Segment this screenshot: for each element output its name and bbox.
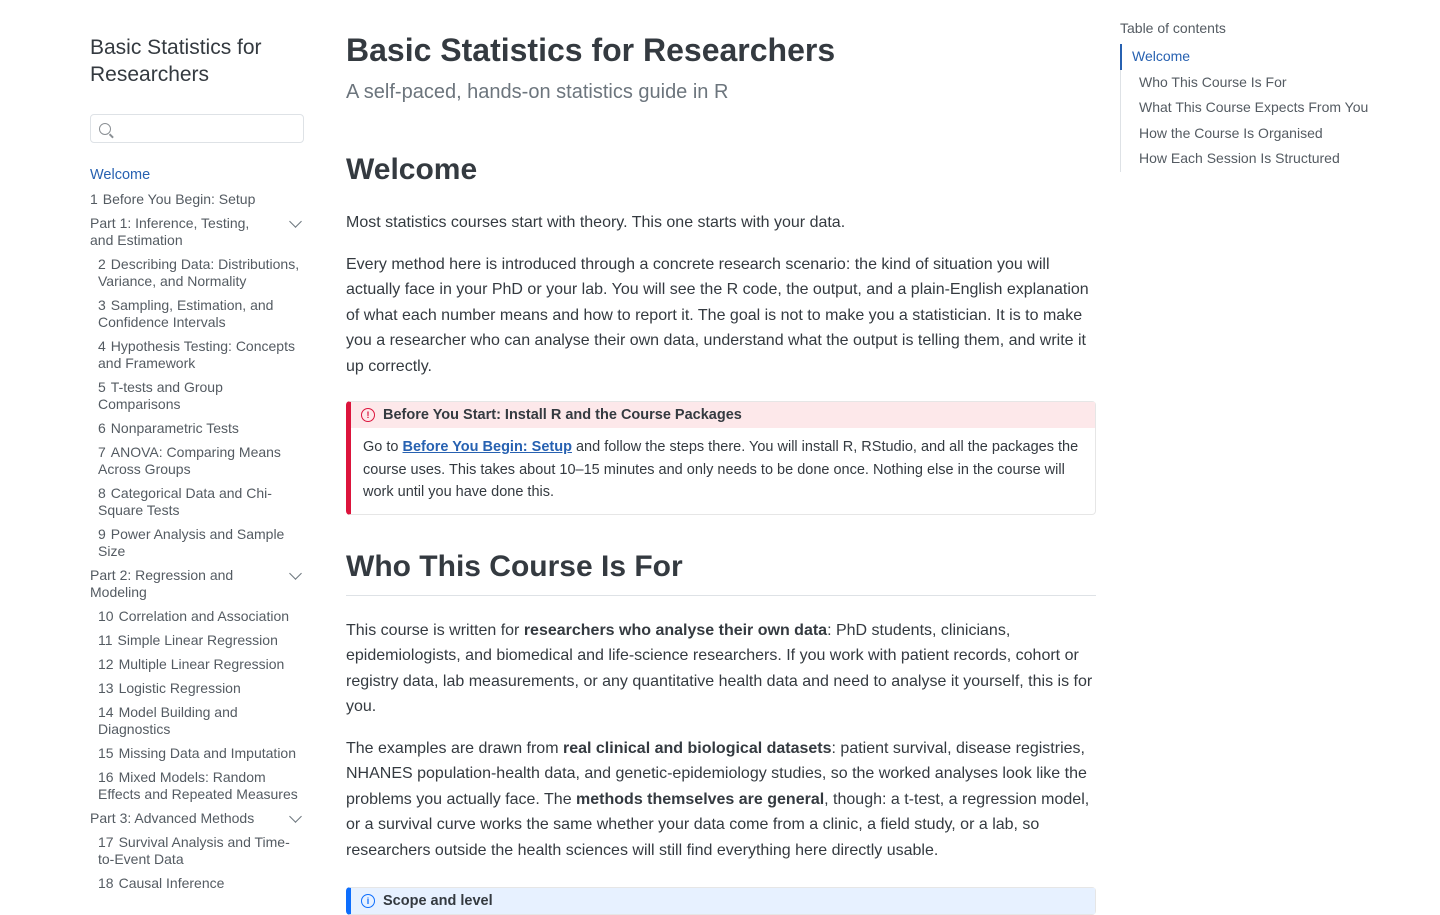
text: The examples are drawn from [346, 739, 563, 757]
callout-body [351, 428, 1095, 514]
sidebar-item-chapter-8[interactable] [98, 485, 304, 519]
toc-item-who[interactable]: Who This Course Is For [1139, 73, 1287, 90]
sidebar-part-label: Part 3: Advanced Methods [90, 810, 255, 826]
sidebar-part-3-items [90, 834, 304, 892]
sidebar-part-label: Part 2: Regression and Modeling [90, 567, 234, 600]
sidebar-item-chapter-9[interactable] [98, 526, 304, 560]
chapter-number: 1 [90, 191, 98, 207]
chapter-number: 12 [98, 656, 114, 672]
sidebar-part-2[interactable] [90, 567, 304, 601]
chapter-number: 9 [98, 526, 106, 542]
sidebar-item-label: Survival Analysis and Time-to-Event Data [98, 834, 290, 867]
text: : patient survival, disease registries, NHANES population-health data, and genetic-epidemiology studies, so the worked analyses look like the problems you actually face. The [346, 739, 1087, 808]
chapter-number: 2 [98, 256, 106, 272]
sidebar-item-chapter-7[interactable] [98, 444, 304, 478]
chapter-number: 16 [98, 769, 114, 785]
sidebar-item-label: Logistic Regression [118, 680, 241, 696]
sidebar-item-label: ANOVA: Comparing Means Across Groups [98, 444, 281, 477]
chapter-number: 10 [98, 608, 114, 624]
sidebar-item-chapter-11[interactable] [98, 632, 304, 649]
chapter-number: 6 [98, 420, 106, 436]
sidebar-item-chapter-4[interactable] [98, 338, 304, 372]
sidebar-item-label: Describing Data: Distributions, Variance, and Normality [98, 256, 300, 289]
chapter-number: 18 [98, 875, 114, 891]
sidebar-item-setup[interactable] [90, 191, 304, 208]
sidebar-item-chapter-18[interactable] [98, 875, 304, 892]
toc-item-structured[interactable]: How Each Session Is Structured [1139, 150, 1340, 166]
callout-header [351, 888, 1095, 914]
chevron-down-icon[interactable] [289, 567, 302, 580]
chapter-number: 5 [98, 379, 106, 395]
sidebar-item-label: Causal Inference [118, 875, 225, 891]
info-callout [346, 887, 1096, 915]
callout-title: Before You Start: Install R and the Course Packages [383, 407, 742, 423]
sidebar-part-1-items [90, 256, 304, 560]
paragraph [346, 618, 1096, 720]
sidebar-item-label: Mixed Models: Random Effects and Repeated Measures [98, 769, 298, 802]
search-input[interactable] [91, 115, 303, 142]
sidebar-item-chapter-12[interactable] [98, 656, 304, 673]
sidebar-item-chapter-17[interactable] [98, 834, 304, 868]
chapter-number: 17 [98, 834, 114, 850]
sidebar-item-chapter-6[interactable] [98, 420, 304, 437]
sidebar-item-label: Correlation and Association [118, 608, 290, 624]
sidebar-item-welcome[interactable]: Welcome [90, 167, 151, 183]
toc-list [1120, 44, 1420, 172]
bold-text: methods themselves are general [576, 790, 825, 808]
table-of-contents [1120, 20, 1420, 172]
main-content [346, 30, 1096, 915]
sidebar-part-label: Part 1: Inference, Testing, and Estimation [90, 215, 250, 248]
chapter-number: 15 [98, 745, 114, 761]
info-icon: i [361, 894, 375, 908]
setup-link[interactable]: Before You Begin: Setup [402, 439, 572, 455]
sidebar-part-1[interactable] [90, 215, 304, 249]
sidebar-item-label: Simple Linear Regression [117, 632, 278, 648]
section-heading-who: Who This Course Is For [346, 549, 1096, 596]
sidebar-part-2-items [90, 608, 304, 803]
chapter-number: 14 [98, 704, 114, 720]
paragraph [346, 736, 1096, 864]
text: , though: a t-test, a regression model, or a survival curve works the same whether your data come from a clinic, a field study, or a lab, so researchers outside the health sciences will still find everything here directly usable. [346, 790, 1090, 859]
chevron-down-icon[interactable] [289, 215, 302, 228]
section-heading-welcome: Welcome [346, 153, 478, 186]
sidebar-item-label: Power Analysis and Sample Size [98, 526, 285, 559]
toc-item-expects[interactable]: What This Course Expects From You [1139, 99, 1369, 115]
sidebar-item-chapter-14[interactable] [98, 704, 304, 738]
sidebar-item-label: Missing Data and Imputation [118, 745, 297, 761]
sidebar-item-label: Nonparametric Tests [110, 420, 239, 436]
sidebar-item-label: Before You Begin: Setup [102, 191, 256, 207]
sidebar-item-label: Hypothesis Testing: Concepts and Framework [98, 338, 295, 371]
sidebar [90, 34, 304, 899]
sidebar-item-chapter-15[interactable] [98, 745, 304, 762]
bold-text: researchers who analyse their own data [523, 621, 828, 639]
chapter-number: 7 [98, 444, 106, 460]
chapter-number: 13 [98, 680, 114, 696]
toc-item-organised[interactable]: How the Course Is Organised [1139, 124, 1323, 141]
sidebar-item-label: Categorical Data and Chi-Square Tests [98, 485, 272, 518]
chapter-number: 4 [98, 338, 106, 354]
sidebar-item-chapter-3[interactable] [98, 297, 304, 331]
toc-heading: Table of contents [1120, 20, 1226, 36]
paragraph: Every method here is introduced through a concrete research scenario: the kind of situation you will actually face in your PhD or your lab. You will see the R code, the output, and a plain-English explanation of what each number means and how to report it. The goal is not to make you a statistician. It is to make you a researcher who can analyse their own data, understand what the output is telling them, and write it up correctly. [346, 255, 1089, 375]
sidebar-item-chapter-10[interactable] [98, 608, 304, 625]
search-box[interactable] [90, 114, 304, 143]
site-title[interactable]: Basic Statistics for Researchers [90, 36, 262, 86]
page-subtitle: A self-paced, hands-on statistics guide in R [346, 81, 729, 103]
sidebar-item-chapter-2[interactable] [98, 256, 304, 290]
sidebar-item-label: Multiple Linear Regression [118, 656, 285, 672]
bold-text: real clinical and biological datasets [562, 739, 832, 757]
page-title: Basic Statistics for Researchers [346, 32, 836, 68]
toc-item-welcome[interactable]: Welcome [1120, 44, 1420, 70]
sidebar-item-chapter-13[interactable] [98, 680, 304, 697]
search-icon [99, 123, 111, 135]
sidebar-item-chapter-16[interactable] [98, 769, 304, 803]
sidebar-part-3[interactable] [90, 810, 304, 827]
exclamation-icon: ! [361, 408, 375, 422]
text: This course is written for [346, 621, 524, 639]
paragraph: Most statistics courses start with theory. This one starts with your data. [346, 214, 846, 231]
chapter-number: 11 [98, 632, 113, 648]
callout-text: and follow the steps there. You will install R, RStudio, and all the packages the course uses. This takes about 10–15 minutes and only needs to be done once. Nothing else in the course will work until you have done this. [363, 439, 1079, 500]
text: : PhD students, clinicians, epidemiologists, and biomedical and life-science researchers. If you work with patient records, cohort or registry data, lab measurements, or any quantitative health data and need to analyse it yourself, this is for you. [346, 621, 1093, 715]
callout-title: Scope and level [383, 893, 493, 909]
callout-header [351, 402, 1095, 428]
callout-text: Go to [363, 439, 403, 455]
warning-callout [346, 401, 1096, 515]
chapter-number: 3 [98, 297, 106, 313]
chapter-number: 8 [98, 485, 106, 501]
sidebar-item-label: Sampling, Estimation, and Confidence Intervals [98, 297, 274, 330]
sidebar-nav [90, 167, 304, 892]
sidebar-item-label: Model Building and Diagnostics [98, 704, 238, 737]
sidebar-item-label: T-tests and Group Comparisons [98, 379, 223, 412]
chevron-down-icon[interactable] [289, 810, 302, 823]
sidebar-item-chapter-5[interactable] [98, 379, 304, 413]
